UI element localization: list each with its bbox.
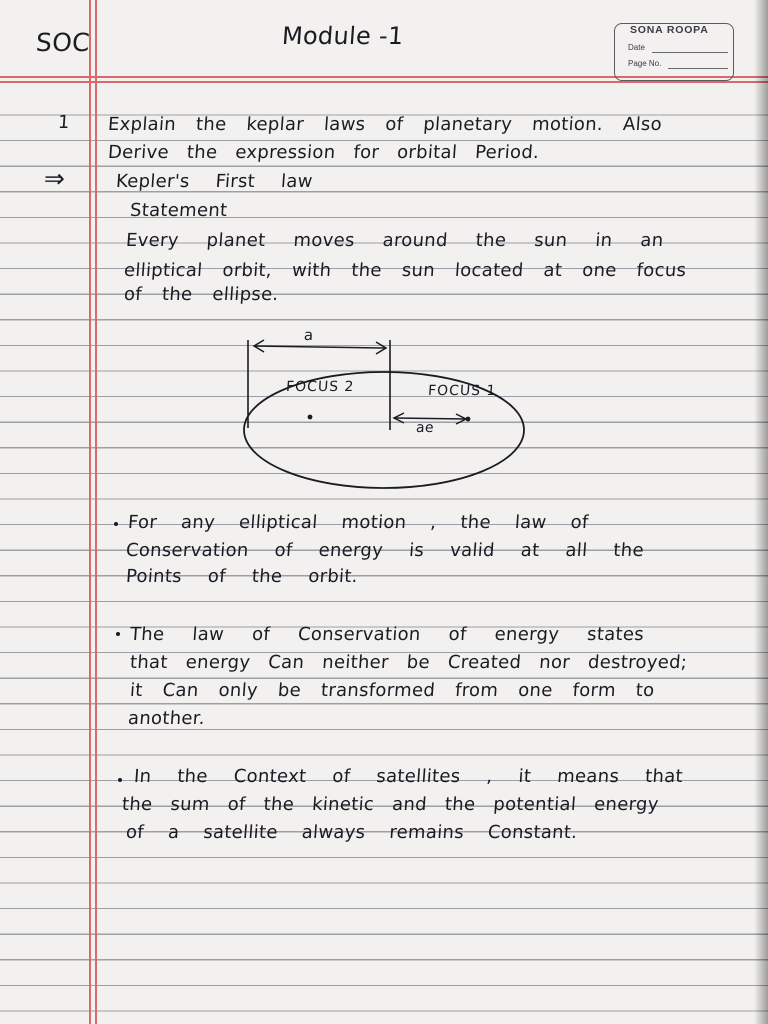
bullet-dot <box>118 778 122 782</box>
bullet-line: it Can only be transformed from one form to <box>129 680 656 701</box>
bullet-line: The law of Conservation of energy states <box>129 624 645 645</box>
semi-major-axis-arrow <box>254 346 386 348</box>
law-heading: Kepler's First law <box>115 171 314 192</box>
bullet-line: Points of the orbit. <box>125 566 359 587</box>
bullet-line: of a satellite always remains Constant. <box>125 822 578 843</box>
semi-major-label: a <box>303 326 315 344</box>
bullet-line: For any elliptical motion , the law of <box>127 512 590 533</box>
focus-2-point <box>308 415 313 420</box>
focus-1-label: FOCUS 1 <box>427 383 497 399</box>
question-number: 1 <box>57 112 71 133</box>
bullet-dot <box>116 632 120 636</box>
page-edge-shadow <box>754 0 768 1024</box>
question-line: Derive the expression for orbital Period. <box>107 142 540 163</box>
bullet-line: the sum of the kinetic and the potential energy <box>121 794 660 815</box>
focus-1-point <box>466 417 471 422</box>
bullet-line: that energy Can neither be Created nor destroyed; <box>129 652 688 673</box>
focus-2-label: FOCUS 2 <box>285 379 355 395</box>
statement-line: of the ellipse. <box>123 284 280 305</box>
bullet-dot <box>114 522 118 526</box>
brand-logo: SONA ROOPA <box>630 24 709 36</box>
eccentricity-distance-arrow <box>394 418 466 419</box>
bullet-line: another. <box>127 708 206 729</box>
bullet-line: In the Context of satellites , it means that <box>133 766 684 787</box>
statement-heading: Statement <box>129 200 229 221</box>
answer-arrow-icon: ⇒ <box>42 164 67 193</box>
page-number-label: Page No. <box>628 59 662 68</box>
page-title: Module -1 <box>281 22 405 50</box>
question-line: Explain the keplar laws of planetary motion. Also <box>107 114 663 135</box>
bullet-line: Conservation of energy is valid at all the <box>125 540 645 561</box>
date-label: Date <box>628 43 645 52</box>
subject-code: SOC <box>34 28 91 57</box>
statement-line: elliptical orbit, with the sun located at one focus <box>123 260 687 281</box>
ae-label: ae <box>415 420 435 436</box>
statement-line: Every planet moves around the sun in an <box>125 230 665 251</box>
